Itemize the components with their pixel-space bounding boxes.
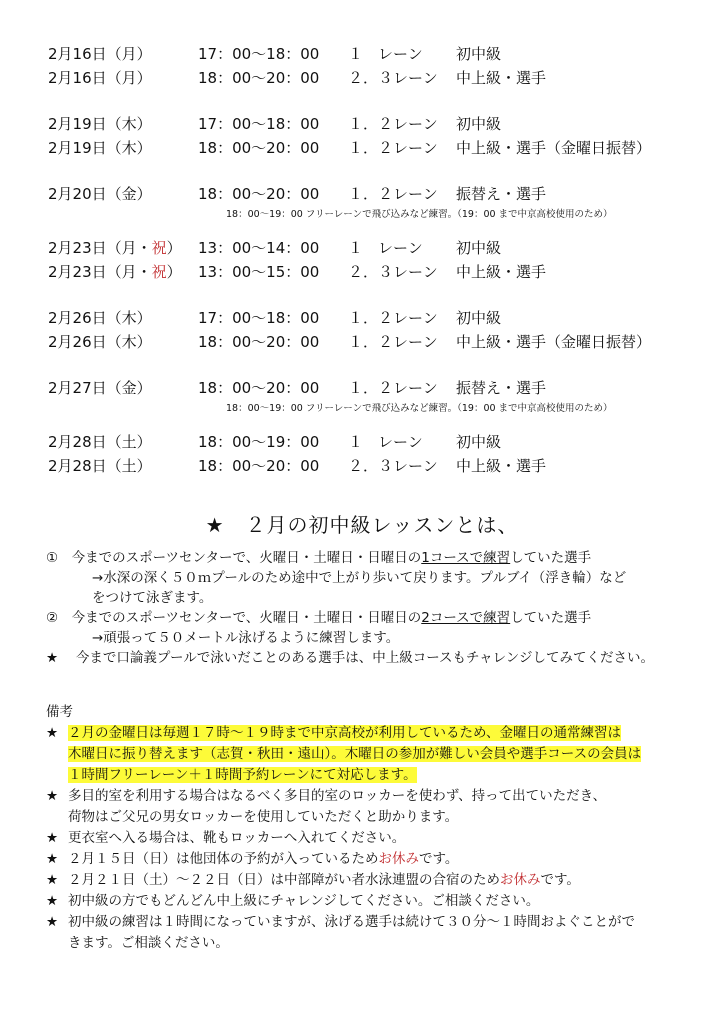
schedule-lane: １．２レーン xyxy=(348,379,438,397)
schedule-time: 17：00〜18：00 xyxy=(198,115,320,133)
holiday-mark: 祝 xyxy=(151,239,167,257)
schedule-level: 初中級 xyxy=(456,239,502,257)
schedule-lane: １．２レーン xyxy=(348,309,438,327)
remark-item: ★ 初中級の方でもどんどん中上級にチャレンジしてください。ご相談ください。 xyxy=(46,891,696,912)
schedule-time: 17：00〜18：00 xyxy=(198,309,320,327)
schedule-date: 2月28日（土） xyxy=(48,457,152,475)
schedule-time: 18：00〜20：00 xyxy=(198,139,320,157)
lesson-item-3: ★ 今まで口論義プールで泳いだことのある選手は、中上級コースもチャレンジしてみてください。 xyxy=(46,650,654,666)
star-icon: ★ xyxy=(46,830,59,846)
schedule-row xyxy=(48,42,708,66)
schedule-lane: １ レーン xyxy=(348,239,423,257)
holiday-mark: 祝 xyxy=(151,263,167,281)
lesson-item-2-detail: →頑張って５０メートル泳げるように練習します。 xyxy=(92,630,400,646)
schedule-date: 2月23日（月・祝） xyxy=(48,263,182,281)
schedule-level: 中上級・選手（金曜日振替） xyxy=(456,139,652,157)
schedule-time: 13：00〜14：00 xyxy=(198,239,320,257)
star-icon: ★ xyxy=(46,851,59,867)
closed-label: お休み xyxy=(500,872,541,888)
schedule-row xyxy=(48,66,708,90)
schedule-time: 18：00〜20：00 xyxy=(198,333,320,351)
schedule-date: 2月26日（木） xyxy=(48,333,152,351)
schedule-level: 初中級 xyxy=(456,115,502,133)
schedule-lane: １．２レーン xyxy=(348,333,438,351)
schedule-date: 2月20日（金） xyxy=(48,185,152,203)
remark-item: ★ ２月２１日（土）〜２２日（日）は中部障がい者水泳連盟の合宿のためお休みです。 xyxy=(46,870,696,891)
schedule-level: 中上級・選手 xyxy=(456,263,547,281)
schedule-row xyxy=(48,136,708,160)
schedule-date: 2月26日（木） xyxy=(48,309,152,327)
remark-item: ★ ２月の金曜日は毎週１７時〜１９時まで中京高校が利用しているため、金曜日の通常練習は xyxy=(46,723,696,744)
remark-item: ★ 更衣室へ入る場合は、靴もロッカーへ入れてください。 xyxy=(46,828,696,849)
schedule-level: 中上級・選手 xyxy=(456,457,547,475)
schedule-row xyxy=(48,236,708,260)
schedule-row xyxy=(48,454,708,478)
schedule-level: 中上級・選手（金曜日振替） xyxy=(456,333,652,351)
schedule-time: 13：00〜15：00 xyxy=(198,263,320,281)
schedule-row xyxy=(48,182,708,206)
remark-item-cont: きます。ご相談ください。 xyxy=(68,935,229,951)
schedule-time: 17：00〜18：00 xyxy=(198,45,320,63)
schedule-date: 2月19日（木） xyxy=(48,115,152,133)
schedule-list xyxy=(48,42,708,478)
schedule-note: 18：00〜19：00 フリーレーンで飛び込みなど練習。（19：00 まで中京高校使用のため） xyxy=(226,403,613,414)
star-icon: ★ xyxy=(46,788,59,804)
schedule-lane: １ レーン xyxy=(348,433,423,451)
schedule-date: 2月23日（月・祝） xyxy=(48,239,182,257)
remark-item: ★ 初中級の練習は１時間になっていますが、泳げる選手は続けて３０分〜１時間およぐことがで xyxy=(46,912,696,933)
lesson-explanation xyxy=(46,548,696,668)
schedule-time: 18：00〜20：00 xyxy=(198,69,320,87)
schedule-date: 2月27日（金） xyxy=(48,379,152,397)
schedule-row xyxy=(48,430,708,454)
schedule-row xyxy=(48,330,708,354)
remarks-heading: 備考 xyxy=(46,704,73,720)
remark-item-cont: 荷物はご父兄の男女ロッカーを使用していただくと助かります。 xyxy=(68,809,459,825)
schedule-level: 振替え・選手 xyxy=(456,379,547,397)
schedule-lane: ２．３レーン xyxy=(348,457,438,475)
remark-item-cont: １時間フリーレーン＋１時間予約レーンにて対応します。 xyxy=(68,767,417,783)
lesson-title: ★ ２月の初中級レッスンとは、 xyxy=(205,513,519,537)
schedule-lane: ２．３レーン xyxy=(348,69,438,87)
lesson-item-1: ① 今までのスポーツセンターで、火曜日・土曜日・日曜日の1コースで練習していた選手 xyxy=(46,550,592,566)
schedule-lane: １．２レーン xyxy=(348,115,438,133)
schedule-row xyxy=(48,260,708,284)
schedule-row xyxy=(48,306,708,330)
lesson-item-1-detail: →水深の深く５０ｍプールのため途中で上がり歩いて戻ります。プルブイ（浮き輪）など xyxy=(92,570,627,586)
schedule-row xyxy=(48,376,708,400)
closed-label: お休み xyxy=(378,851,419,867)
schedule-time: 18：00〜19：00 xyxy=(198,433,320,451)
schedule-date: 2月16日（月） xyxy=(48,69,152,87)
lesson-item-1-detail: をつけて泳ぎます。 xyxy=(92,590,213,606)
schedule-date: 2月28日（土） xyxy=(48,433,152,451)
schedule-level: 中上級・選手 xyxy=(456,69,547,87)
schedule-date: 2月16日（月） xyxy=(48,45,152,63)
schedule-lane: １．２レーン xyxy=(348,185,438,203)
schedule-time: 18：00〜20：00 xyxy=(198,379,320,397)
schedule-note: 18：00〜19：00 フリーレーンで飛び込みなど練習。（19：00 まで中京高校使用のため） xyxy=(226,209,613,220)
remarks-section xyxy=(46,702,696,954)
schedule-level: 初中級 xyxy=(456,309,502,327)
star-icon: ★ xyxy=(46,872,59,888)
schedule-lane: ２．３レーン xyxy=(348,263,438,281)
schedule-level: 振替え・選手 xyxy=(456,185,547,203)
schedule-level: 初中級 xyxy=(456,45,502,63)
schedule-time: 18：00〜20：00 xyxy=(198,185,320,203)
star-icon: ★ xyxy=(46,914,59,930)
remark-item: ★ ２月１５日（日）は他団体の予約が入っているためお休みです。 xyxy=(46,849,696,870)
remark-item: ★ 多目的室を利用する場合はなるべく多目的室のロッカーを使わず、持って出ていただき、 xyxy=(46,786,696,807)
remark-item-cont: 木曜日に振り替えます（志賀・秋田・遠山）。木曜日の参加が難しい会員や選手コースの会員は xyxy=(68,746,642,762)
lesson-item-2: ② 今までのスポーツセンターで、火曜日・土曜日・日曜日の2コースで練習していた選手 xyxy=(46,610,592,626)
star-icon: ★ xyxy=(46,725,59,741)
schedule-row xyxy=(48,112,708,136)
schedule-time: 18：00〜20：00 xyxy=(198,457,320,475)
star-icon: ★ xyxy=(46,893,59,909)
schedule-lane: １．２レーン xyxy=(348,139,438,157)
schedule-level: 初中級 xyxy=(456,433,502,451)
schedule-lane: １ レーン xyxy=(348,45,423,63)
schedule-date: 2月19日（木） xyxy=(48,139,152,157)
